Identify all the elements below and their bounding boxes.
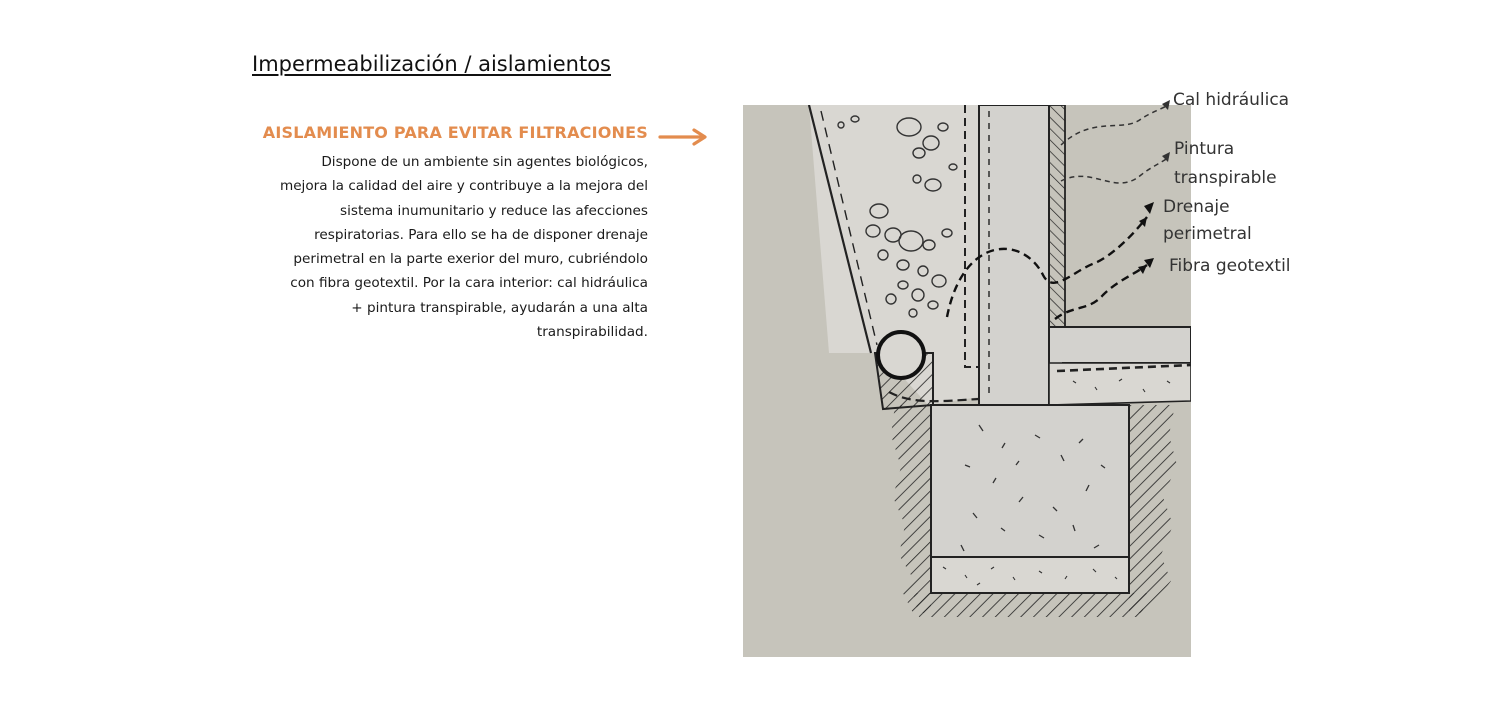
label-transpirable: transpirable bbox=[1174, 168, 1277, 188]
page-title: Impermeabilización / aislamientos bbox=[252, 52, 611, 76]
footing bbox=[931, 405, 1129, 557]
section-heading: AISLAMIENTO PARA EVITAR FILTRACIONES bbox=[262, 123, 648, 142]
body-line: Dispone de un ambiente sin agentes biológicos, bbox=[321, 154, 648, 170]
body-line: + pintura transpirable, ayudarán a una alta bbox=[351, 299, 648, 316]
label-pintura: Pintura bbox=[1174, 139, 1235, 159]
body-line: transpirabilidad. bbox=[536, 324, 648, 341]
label-cal-hidraulica: Cal hidráulica bbox=[1173, 90, 1290, 110]
label-fibra-geotextil: Fibra geotextil bbox=[1169, 256, 1291, 276]
right-arrow-icon bbox=[658, 126, 710, 148]
foundation-section-diagram bbox=[743, 105, 1191, 657]
footing-base bbox=[931, 557, 1129, 593]
earth-hatch-bottom bbox=[913, 593, 1147, 617]
body-line: perimetral en la parte exerior del muro, cubriéndolo bbox=[293, 251, 648, 268]
section-body bbox=[178, 150, 648, 344]
perimeter-drain-pipe bbox=[878, 332, 924, 378]
body-line: respiratorias. Para ello se ha de disponer drenaje bbox=[314, 226, 648, 243]
body-line: con fibra geotextil. Por la cara interior: cal hidráulica bbox=[290, 275, 648, 292]
body-line: sistema inumunitario y reduce las afecciones bbox=[340, 202, 648, 219]
interior-finish bbox=[1049, 105, 1065, 327]
label-perimetral: perimetral bbox=[1163, 224, 1252, 244]
body-line: mejora la calidad del aire y contribuye a la mejora del bbox=[279, 178, 648, 195]
label-drenaje: Drenaje bbox=[1163, 197, 1230, 217]
